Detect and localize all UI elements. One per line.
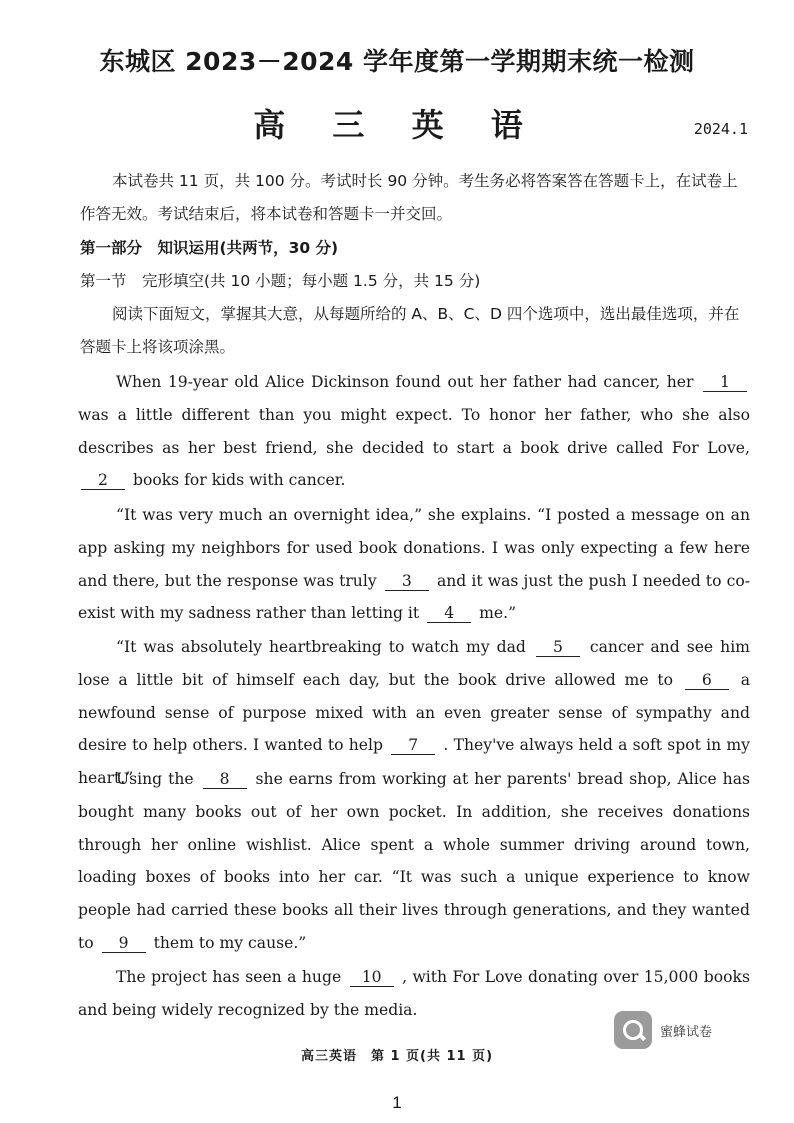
subsection-heading: 第一节 完形填空(共 10 小题；每小题 1.5 分，共 15 分) [80,272,481,290]
blank-5: 5 [536,638,580,657]
blank-7: 7 [391,736,435,755]
passage-text: Using the [116,770,194,788]
passage-paragraph-4 [78,763,750,960]
watermark [614,1011,712,1049]
page-footer-label: 高三英语 第 1 页(共 11 页) [300,1049,494,1064]
passage-text: . They've always held a soft spot in my heart.” [78,736,750,788]
blank-10: 10 [350,968,394,987]
watermark-text: 蜜蜂试卷 [660,1024,713,1040]
passage-text: them to my cause.” [153,933,307,952]
exam-title: 东城区 2023－2024 学年度第一学期期末统一检测 [99,47,695,76]
blank-6: 6 [685,671,729,690]
blank-2: 2 [81,471,125,490]
passage-text: “It was very much an overnight idea,” she explains. “I posted a message on an app asking my neighbors for used book donations. I was only expecting a few here and there, but the response was truly [78,506,750,590]
passage-text: cancer and see him lose a little bit of himself each day, but the book drive allowed me to [78,638,750,689]
blank-8: 8 [203,770,247,789]
blank-9: 9 [102,934,146,953]
passage-text: a newfound sense of purpose mixed with an even greater sense of sympathy and desire to help others. I wanted to help [78,670,750,755]
passage-text: “It was absolutely heartbreaking to watch my dad [116,638,526,656]
page-number: 1 [392,1093,402,1112]
passage-paragraph-2 [78,499,750,630]
subject-title: 高 三 英 语 [253,106,541,144]
search-logo-icon [614,1011,652,1049]
passage-text: The project has seen a huge [116,968,342,986]
part-heading: 第一部分 知识运用(共两节，30 分) [80,239,339,257]
passage-text: she earns from working at her parents' bread shop, Alice has bought many books out of her own pocket. In addition, she receives donations through her online wishlist. Alice spent a whole summer driving around town, loading boxes of books into her car. “It was such a unique experience to know people had carried these books all their lives through generations, and they wanted to [78,770,751,952]
directions: 阅读下面短文，掌握其大意，从每题所给的 A、B、C、D 四个选项中，选出最佳选项，并在答题卡上将该项涂黑。 [80,305,740,356]
passage-text: books for kids with cancer. [132,471,346,490]
passage-text: and it was just the push I needed to co-exist with my sadness rather than letting it [78,571,750,623]
exam-instructions: 本试卷共 11 页，共 100 分。考试时长 90 分钟。考生务必将答案答在答题卡上，在试卷上作答无效。考试结束后，将本试卷和答题卡一并交回。 [80,172,738,223]
blank-1: 1 [703,373,747,392]
blank-3: 3 [385,572,429,591]
passage-text: , with For Love donating over 15,000 books and being widely recognized by the media. [78,968,750,1019]
blank-4: 4 [427,604,471,623]
passage-text: me.” [479,604,517,623]
passage-text: When 19-year old Alice Dickinson found out her father had cancer, her [116,373,694,391]
passage-paragraph-1 [78,366,750,497]
passage-text: was a little different than you might expect. To honor her father, who she also describes as her best friend, she decided to start a book drive called For Love, [78,405,750,457]
exam-date: 2024.1 [693,120,748,138]
